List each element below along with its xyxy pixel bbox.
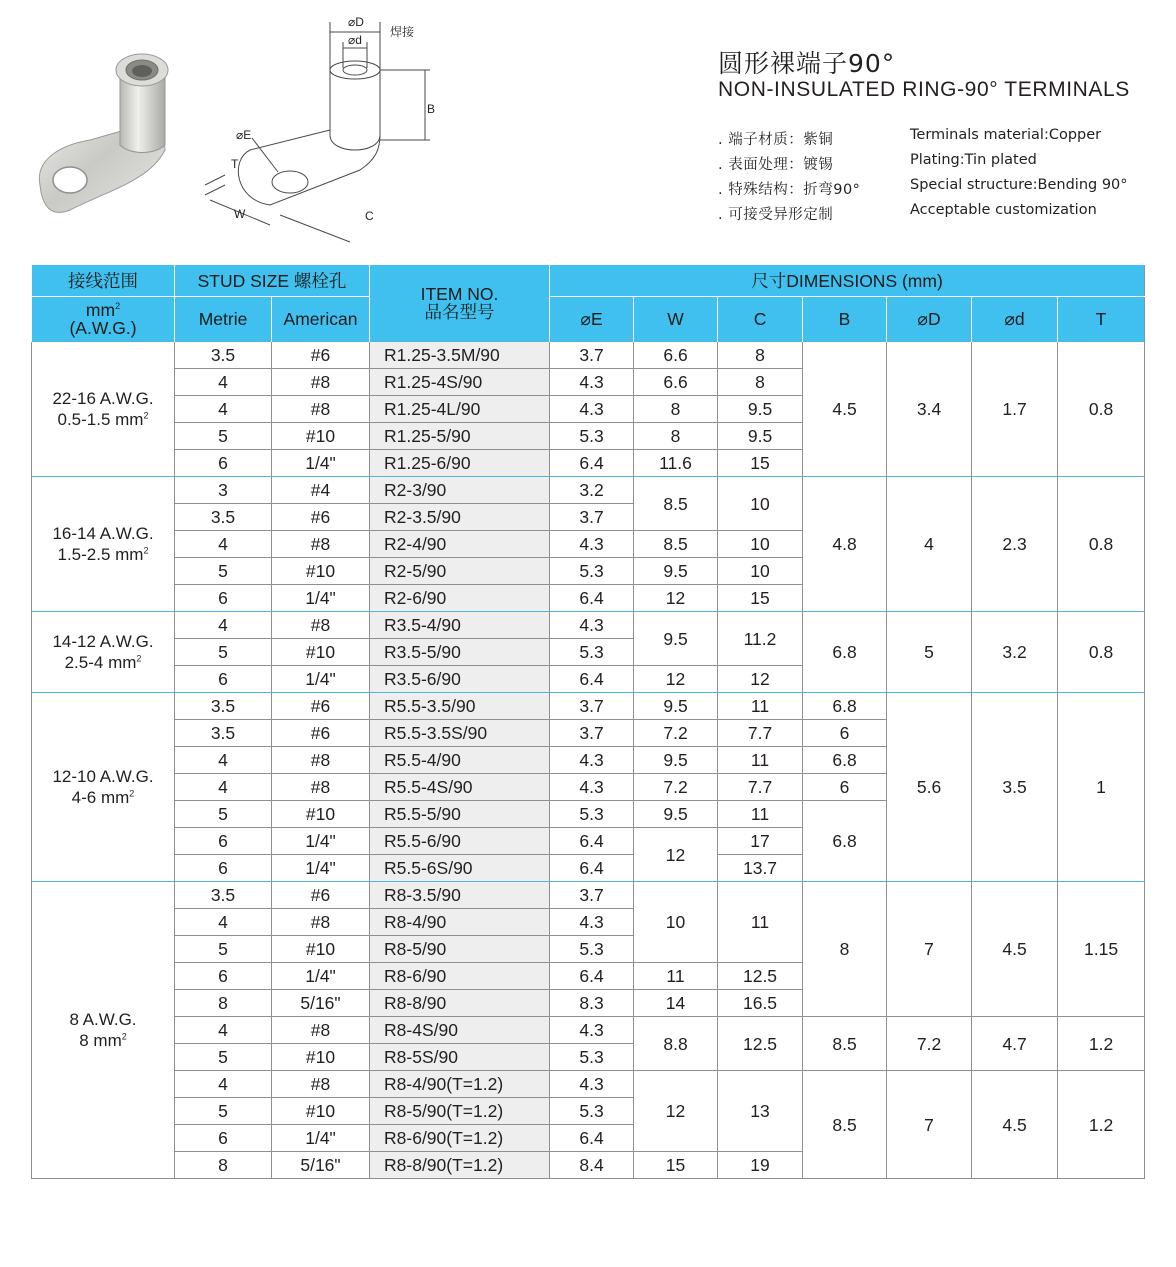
svg-text:⌀d: ⌀d	[348, 33, 362, 47]
cell-W: 12	[634, 666, 718, 693]
terminal-photo	[30, 40, 200, 230]
cell-american: 1/4"	[272, 828, 370, 855]
group-wire-range: 16-14 A.W.G. 1.5-2.5 $mm^2$	[32, 477, 175, 612]
cell-E: 6.4	[550, 1125, 634, 1152]
cell-W: 8.5	[634, 477, 718, 531]
cell-E: 5.3	[550, 1044, 634, 1071]
cell-T: 1.15	[1058, 882, 1145, 1017]
cell-american: #10	[272, 423, 370, 450]
cell-E: 6.4	[550, 666, 634, 693]
cell-C: 12	[718, 666, 803, 693]
cell-metrie: 6	[175, 963, 272, 990]
cell-metrie: 5	[175, 936, 272, 963]
cell-C: 17	[718, 828, 803, 855]
cell-d: 3.2	[972, 612, 1058, 693]
cell-C: 8	[718, 342, 803, 369]
cell-E: 5.3	[550, 423, 634, 450]
cell-E: 4.3	[550, 612, 634, 639]
cell-E: 4.3	[550, 747, 634, 774]
header-T: T	[1058, 297, 1145, 342]
cell-american: #6	[272, 720, 370, 747]
cell-C: 9.5	[718, 396, 803, 423]
cell-item-no: R1.25-5/90	[370, 423, 550, 450]
cell-D: 7.2	[887, 1017, 972, 1071]
cell-E: 3.7	[550, 504, 634, 531]
cell-W: 12	[634, 585, 718, 612]
cell-item-no: R5.5-4S/90	[370, 774, 550, 801]
cell-E: 4.3	[550, 396, 634, 423]
cell-D: 7	[887, 882, 972, 1017]
terminal-dimension-drawing	[190, 10, 470, 250]
cell-item-no: R8-3.5/90	[370, 882, 550, 909]
cell-item-no: R8-6/90	[370, 963, 550, 990]
cell-american: #8	[272, 909, 370, 936]
cell-metrie: 6	[175, 855, 272, 882]
cell-item-no: R8-6/90(T=1.2)	[370, 1125, 550, 1152]
cell-metrie: 5	[175, 1098, 272, 1125]
cell-B: 8.5	[803, 1071, 887, 1179]
cell-C: 11	[718, 801, 803, 828]
cell-W: 9.5	[634, 747, 718, 774]
svg-text:B: B	[427, 102, 436, 116]
cell-C: 15	[718, 450, 803, 477]
cell-item-no: R5.5-3.5S/90	[370, 720, 550, 747]
cell-W: 12	[634, 828, 718, 882]
cell-american: #10	[272, 1098, 370, 1125]
terminal-spec-table	[31, 264, 1145, 1179]
header-item-no: ITEM NO. 品名型号	[370, 265, 550, 342]
cell-american: #10	[272, 936, 370, 963]
cell-metrie: 5	[175, 558, 272, 585]
cell-W: 8	[634, 396, 718, 423]
cell-item-no: R8-5/90	[370, 936, 550, 963]
cell-metrie: 8	[175, 1152, 272, 1179]
cell-C: 11	[718, 747, 803, 774]
cell-E: 3.7	[550, 882, 634, 909]
cell-metrie: 4	[175, 774, 272, 801]
cell-B: 6.8	[803, 693, 887, 720]
cell-d: 4.7	[972, 1017, 1058, 1071]
cell-W: 6.6	[634, 369, 718, 396]
cell-D: 7	[887, 1071, 972, 1179]
cell-E: 4.3	[550, 531, 634, 558]
cell-metrie: 4	[175, 612, 272, 639]
cell-metrie: 6	[175, 828, 272, 855]
cell-metrie: 6	[175, 585, 272, 612]
table-row	[32, 1017, 1145, 1044]
cell-E: 5.3	[550, 639, 634, 666]
cell-metrie: 4	[175, 1017, 272, 1044]
cell-W: 8.8	[634, 1017, 718, 1071]
cell-T: 0.8	[1058, 477, 1145, 612]
cell-item-no: R2-3/90	[370, 477, 550, 504]
cell-D: 3.4	[887, 342, 972, 477]
group-wire-range: 12-10 A.W.G. 4-6 $mm^2$	[32, 693, 175, 882]
cell-american: 1/4"	[272, 855, 370, 882]
cell-american: #6	[272, 882, 370, 909]
cell-american: #8	[272, 612, 370, 639]
header-d: ⌀d	[972, 297, 1058, 342]
cell-american: 5/16"	[272, 1152, 370, 1179]
table-row	[32, 342, 1145, 369]
drawing-labels	[231, 15, 435, 223]
cell-american: #6	[272, 342, 370, 369]
cell-E: 3.7	[550, 342, 634, 369]
header-metrie: Metrie	[175, 297, 272, 342]
cell-american: 1/4"	[272, 450, 370, 477]
cell-item-no: R5.5-4/90	[370, 747, 550, 774]
cell-C: 13.7	[718, 855, 803, 882]
svg-text:C: C	[365, 209, 374, 223]
cell-E: 4.3	[550, 774, 634, 801]
cell-W: 15	[634, 1152, 718, 1179]
cell-E: 6.4	[550, 585, 634, 612]
cell-metrie: 3	[175, 477, 272, 504]
cell-metrie: 3.5	[175, 693, 272, 720]
header-mm2-awg: $mm^2$ (A.W.G.)	[32, 297, 175, 342]
cell-C: 15	[718, 585, 803, 612]
cell-item-no: R3.5-4/90	[370, 612, 550, 639]
cell-american: #8	[272, 369, 370, 396]
cell-item-no: R2-5/90	[370, 558, 550, 585]
cell-american: #10	[272, 558, 370, 585]
cell-d: 1.7	[972, 342, 1058, 477]
cell-E: 3.7	[550, 693, 634, 720]
cell-metrie: 6	[175, 666, 272, 693]
cell-metrie: 4	[175, 369, 272, 396]
page-title-en: NON-INSULATED RING-90° TERMINALS	[718, 78, 1130, 101]
cell-item-no: R5.5-6S/90	[370, 855, 550, 882]
cell-E: 8.3	[550, 990, 634, 1017]
cell-B: 8	[803, 882, 887, 1017]
cell-W: 9.5	[634, 558, 718, 585]
spec-material-cn: . 端子材质：紫铜	[718, 132, 834, 148]
cell-E: 4.3	[550, 909, 634, 936]
cell-d: 4.5	[972, 1071, 1058, 1179]
cell-metrie: 4	[175, 396, 272, 423]
cell-item-no: R1.25-4L/90	[370, 396, 550, 423]
svg-text:⌀E: ⌀E	[236, 128, 252, 142]
cell-C: 9.5	[718, 423, 803, 450]
table-row	[32, 882, 1145, 909]
cell-E: 6.4	[550, 450, 634, 477]
cell-metrie: 4	[175, 909, 272, 936]
cell-item-no: R5.5-3.5/90	[370, 693, 550, 720]
cell-E: 3.7	[550, 720, 634, 747]
cell-E: 5.3	[550, 1098, 634, 1125]
spec-structure-en: Special structure:Bending 90°	[910, 177, 1128, 193]
cell-C: 11.2	[718, 612, 803, 666]
svg-text:焊接: 焊接	[390, 25, 415, 39]
cell-E: 5.3	[550, 558, 634, 585]
cell-T: 1.2	[1058, 1017, 1145, 1071]
cell-item-no: R8-4/90	[370, 909, 550, 936]
cell-W: 7.2	[634, 774, 718, 801]
cell-C: 7.7	[718, 720, 803, 747]
cell-metrie: 5	[175, 639, 272, 666]
cell-C: 10	[718, 477, 803, 531]
header-wire-range: 接线范围	[32, 265, 175, 297]
cell-B: 6	[803, 774, 887, 801]
cell-T: 0.8	[1058, 342, 1145, 477]
cell-W: 9.5	[634, 693, 718, 720]
header-B: B	[803, 297, 887, 342]
cell-B: 4.5	[803, 342, 887, 477]
cell-metrie: 5	[175, 423, 272, 450]
cell-E: 8.4	[550, 1152, 634, 1179]
cell-metrie: 3.5	[175, 342, 272, 369]
cell-E: 4.3	[550, 1017, 634, 1044]
cell-metrie: 6	[175, 1125, 272, 1152]
cell-B: 6.8	[803, 801, 887, 882]
cell-C: 11	[718, 693, 803, 720]
cell-item-no: R8-4/90(T=1.2)	[370, 1071, 550, 1098]
cell-american: 1/4"	[272, 666, 370, 693]
cell-item-no: R8-8/90	[370, 990, 550, 1017]
cell-metrie: 8	[175, 990, 272, 1017]
table-row	[32, 693, 1145, 720]
cell-american: 1/4"	[272, 585, 370, 612]
header-E: ⌀E	[550, 297, 634, 342]
cell-B: 8.5	[803, 1017, 887, 1071]
cell-E: 5.3	[550, 801, 634, 828]
cell-american: #4	[272, 477, 370, 504]
spec-material-en: Terminals material:Copper	[910, 127, 1102, 143]
table-row	[32, 477, 1145, 504]
cell-item-no: R1.25-4S/90	[370, 369, 550, 396]
cell-american: 1/4"	[272, 1125, 370, 1152]
cell-E: 4.3	[550, 1071, 634, 1098]
spec-custom-cn: . 可接受异形定制	[718, 207, 834, 223]
cell-W: 9.5	[634, 612, 718, 666]
cell-item-no: R1.25-6/90	[370, 450, 550, 477]
cell-W: 8.5	[634, 531, 718, 558]
cell-C: 19	[718, 1152, 803, 1179]
group-wire-range: 22-16 A.W.G. 0.5-1.5 $mm^2$	[32, 342, 175, 477]
header-american: American	[272, 297, 370, 342]
cell-W: 9.5	[634, 801, 718, 828]
cell-B: 6	[803, 720, 887, 747]
cell-item-no: R1.25-3.5M/90	[370, 342, 550, 369]
cell-T: 1.2	[1058, 1071, 1145, 1179]
cell-american: #8	[272, 1071, 370, 1098]
cell-C: 12.5	[718, 963, 803, 990]
cell-metrie: 5	[175, 801, 272, 828]
cell-T: 0.8	[1058, 612, 1145, 693]
cell-american: #8	[272, 747, 370, 774]
group-wire-range: 8 A.W.G. 8 $mm^2$	[32, 882, 175, 1179]
cell-W: 6.6	[634, 342, 718, 369]
cell-C: 8	[718, 369, 803, 396]
cell-C: 10	[718, 531, 803, 558]
cell-W: 10	[634, 882, 718, 963]
cell-american: #10	[272, 1044, 370, 1071]
cell-metrie: 5	[175, 1044, 272, 1071]
cell-item-no: R5.5-6/90	[370, 828, 550, 855]
cell-D: 5.6	[887, 693, 972, 882]
cell-item-no: R2-6/90	[370, 585, 550, 612]
cell-C: 16.5	[718, 990, 803, 1017]
svg-text:⌀D: ⌀D	[348, 15, 364, 29]
cell-E: 5.3	[550, 936, 634, 963]
svg-text:T: T	[231, 157, 239, 171]
cell-item-no: R8-5/90(T=1.2)	[370, 1098, 550, 1125]
svg-text:W: W	[234, 207, 246, 221]
cell-item-no: R8-8/90(T=1.2)	[370, 1152, 550, 1179]
cell-B: 6.8	[803, 612, 887, 693]
cell-E: 3.2	[550, 477, 634, 504]
cell-W: 7.2	[634, 720, 718, 747]
cell-item-no: R2-3.5/90	[370, 504, 550, 531]
cell-C: 12.5	[718, 1017, 803, 1071]
cell-C: 11	[718, 882, 803, 963]
cell-C: 7.7	[718, 774, 803, 801]
cell-item-no: R8-5S/90	[370, 1044, 550, 1071]
cell-american: #6	[272, 504, 370, 531]
cell-item-no: R8-4S/90	[370, 1017, 550, 1044]
cell-d: 3.5	[972, 693, 1058, 882]
cell-american: #8	[272, 774, 370, 801]
cell-B: 6.8	[803, 747, 887, 774]
cell-E: 6.4	[550, 828, 634, 855]
cell-american: #8	[272, 531, 370, 558]
cell-d: 4.5	[972, 882, 1058, 1017]
cell-W: 14	[634, 990, 718, 1017]
spec-plating-cn: . 表面处理：镀锡	[718, 157, 834, 173]
cell-item-no: R3.5-5/90	[370, 639, 550, 666]
spec-structure-cn: . 特殊结构：折弯90°	[718, 182, 861, 198]
spec-plating-en: Plating:Tin plated	[910, 152, 1037, 168]
cell-metrie: 6	[175, 450, 272, 477]
cell-T: 1	[1058, 693, 1145, 882]
cell-american: #6	[272, 693, 370, 720]
cell-metrie: 4	[175, 747, 272, 774]
table-row	[32, 1071, 1145, 1098]
header-C: C	[718, 297, 803, 342]
cell-american: 1/4"	[272, 963, 370, 990]
group-wire-range: 14-12 A.W.G. 2.5-4 $mm^2$	[32, 612, 175, 693]
header-dimensions: 尺寸DIMENSIONS (mm)	[550, 265, 1145, 297]
cell-E: 6.4	[550, 963, 634, 990]
cell-metrie: 4	[175, 531, 272, 558]
cell-american: #10	[272, 639, 370, 666]
cell-E: 6.4	[550, 855, 634, 882]
cell-american: 5/16"	[272, 990, 370, 1017]
header-stud-size: STUD SIZE 螺栓孔	[175, 265, 370, 297]
header-D: ⌀D	[887, 297, 972, 342]
cell-american: #10	[272, 801, 370, 828]
cell-metrie: 3.5	[175, 504, 272, 531]
cell-american: #8	[272, 1017, 370, 1044]
cell-E: 4.3	[550, 369, 634, 396]
cell-B: 4.8	[803, 477, 887, 612]
cell-C: 13	[718, 1071, 803, 1152]
cell-D: 4	[887, 477, 972, 612]
cell-d: 2.3	[972, 477, 1058, 612]
cell-W: 8	[634, 423, 718, 450]
cell-item-no: R3.5-6/90	[370, 666, 550, 693]
cell-C: 10	[718, 558, 803, 585]
cell-metrie: 4	[175, 1071, 272, 1098]
table-row	[32, 612, 1145, 639]
cell-W: 11.6	[634, 450, 718, 477]
cell-metrie: 3.5	[175, 882, 272, 909]
cell-W: 12	[634, 1071, 718, 1152]
header-W: W	[634, 297, 718, 342]
cell-D: 5	[887, 612, 972, 693]
cell-W: 11	[634, 963, 718, 990]
page-title-cn: 圆形裸端子90°	[718, 49, 896, 78]
cell-item-no: R5.5-5/90	[370, 801, 550, 828]
cell-item-no: R2-4/90	[370, 531, 550, 558]
cell-metrie: 3.5	[175, 720, 272, 747]
spec-custom-en: Acceptable customization	[910, 202, 1097, 218]
cell-american: #8	[272, 396, 370, 423]
